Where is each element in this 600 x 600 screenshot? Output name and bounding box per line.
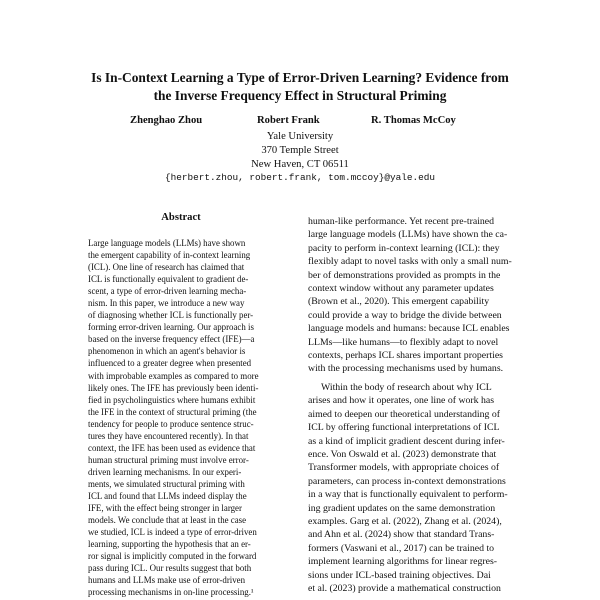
affiliation-line: Yale University: [266, 131, 334, 142]
body-line: implement learning algorithms for linear regres-: [308, 556, 498, 568]
abstract-line: phenomenon in which an agent's behavior is: [88, 346, 246, 357]
body-line: language models and humans: because ICL enables: [308, 323, 510, 335]
abstract-line: ments, we simulated structural priming with: [88, 478, 245, 489]
body-line: Transformer models, with appropriate choices of: [308, 462, 500, 474]
abstract-heading: Abstract: [161, 212, 201, 223]
abstract-line: driven learning mechanisms. In our experi-: [88, 466, 242, 477]
abstract-line: human structural priming must involve error-: [88, 454, 249, 465]
abstract-line: nism. In this paper, we introduce a new way: [88, 298, 245, 309]
body-line: formers (Vaswani et al., 2017) can be trained to: [308, 542, 495, 554]
abstract-line: the emergent capability of in-context learning: [88, 250, 251, 261]
abstract-line: forming error-driven learning. Our approach is: [88, 322, 254, 333]
body-line: in a way that is functionally equivalent to perform-: [308, 489, 508, 501]
email-line: {herbert.zhou, robert.frank, tom.mccoy}@yale.edu: [164, 172, 436, 183]
abstract-line: scent, a type of error-driven learning mecha-: [88, 286, 247, 297]
body-line: (Brown et al., 2020). This emergent capability: [308, 296, 490, 308]
title-line: Is In-Context Learning a Type of Error-Driven Learning? Evidence from: [91, 70, 509, 85]
body-line: and Ahn et al. (2024) show that standard Trans-: [308, 529, 495, 541]
abstract-line: learning, supporting the hypothesis that an er-: [88, 539, 251, 550]
abstract-line: humans and LLMs make use of error-driven: [88, 575, 246, 586]
author-name: R. Thomas McCoy: [371, 115, 456, 126]
body-line: et al. (2023) provide a mathematical construction: [308, 582, 501, 594]
abstract-line: the IFE in the context of structural priming (the: [88, 406, 257, 417]
abstract-line: ror signal is implicitly computed in the forward: [88, 551, 257, 562]
abstract-line: we studied, ICL is indeed a type of error-driven: [88, 527, 257, 538]
abstract-line: influenced to a greater degree when presented: [88, 358, 252, 369]
paper-title: [60, 69, 540, 104]
abstract-line: pass during ICL. Our results suggest that both: [88, 563, 252, 574]
body-column: [308, 215, 512, 595]
abstract-line: tures they have encountered recently). In that: [88, 430, 249, 441]
abstract-line: ICL and found that LLMs indeed display the: [88, 490, 247, 501]
affiliation-line: New Haven, CT 06511: [251, 159, 349, 170]
abstract-line: with improbable examples as compared to more: [88, 370, 259, 381]
abstract-line: models. We conclude that at least in the case: [88, 515, 247, 526]
abstract-line: Large language models (LLMs) have shown: [88, 238, 246, 248]
abstract-line: fied in psycholinguistics where humans exhibit: [88, 394, 256, 405]
body-line: large language models (LLMs) have shown the ca-: [308, 229, 508, 241]
body-line: ICL by offering functional interpretations of ICL: [308, 422, 500, 434]
abstract-line: (ICL). One line of research has claimed that: [88, 262, 245, 273]
body-line: aimed to deepen our theoretical understanding of: [308, 408, 501, 420]
body-paragraph: [308, 215, 512, 376]
abstract-line: ICL is functionally equivalent to gradient de-: [88, 274, 249, 285]
body-line: contexts, perhaps ICL shares important properties: [308, 350, 503, 362]
abstract-line: tendency for people to produce sentence struc-: [88, 418, 254, 429]
body-line: arises and how it operates, one line of work has: [308, 395, 495, 407]
body-line: could provide a way to bridge the divide between: [308, 309, 502, 321]
body-line: Within the body of research about why ICL: [321, 381, 492, 393]
body-line: examples. Garg et al. (2022), Zhang et al. (2024),: [308, 515, 502, 527]
body-line: as a kind of implicit gradient descent during infer-: [308, 435, 505, 447]
title-line: the Inverse Frequency Effect in Structural Priming: [153, 87, 447, 103]
body-line: flexibly adapt to novel tasks with only a small num-: [308, 256, 512, 268]
body-line: LLMs—like humans—to flexibly adapt to novel: [308, 336, 499, 348]
abstract-line: of diagnosing whether ICL is functionally per-: [88, 310, 254, 321]
abstract-text: [88, 237, 259, 598]
body-line: parameters, can process in-context demonstrations: [308, 475, 506, 487]
author-name: Robert Frank: [257, 115, 320, 126]
body-line: ence. Von Oswald et al. (2023) demonstrate that: [308, 448, 497, 460]
body-line: human-like performance. Yet recent pre-trained: [308, 216, 495, 227]
author-name: Zhenghao Zhou: [130, 115, 203, 126]
abstract-line: context, the IFE has been used as evidence that: [88, 442, 256, 453]
abstract-line: likely ones. The IFE has previously been identi-: [88, 382, 259, 393]
body-line: ber of demonstrations provided as prompts in the: [308, 269, 501, 281]
body-line: with the processing mechanisms used by humans.: [308, 363, 504, 375]
affiliation-line: 370 Temple Street: [261, 145, 339, 156]
abstract-line: IFE, with the effect being stronger in larger: [88, 503, 242, 514]
body-line: context window without any parameter updates: [308, 283, 494, 295]
body-paragraph: [308, 381, 512, 596]
body-line: sions under ICL-based training objectives. Dai: [308, 569, 491, 581]
abstract-line: based on the inverse frequency effect (IFE)—a: [88, 334, 255, 345]
author-list: [0, 115, 600, 131]
body-line: pacity to perform in-context learning (ICL): they: [308, 242, 500, 254]
body-line: ing gradient updates on the same demonstration: [308, 502, 496, 514]
abstract-line: processing mechanisms in on-line processing.¹: [88, 587, 254, 598]
